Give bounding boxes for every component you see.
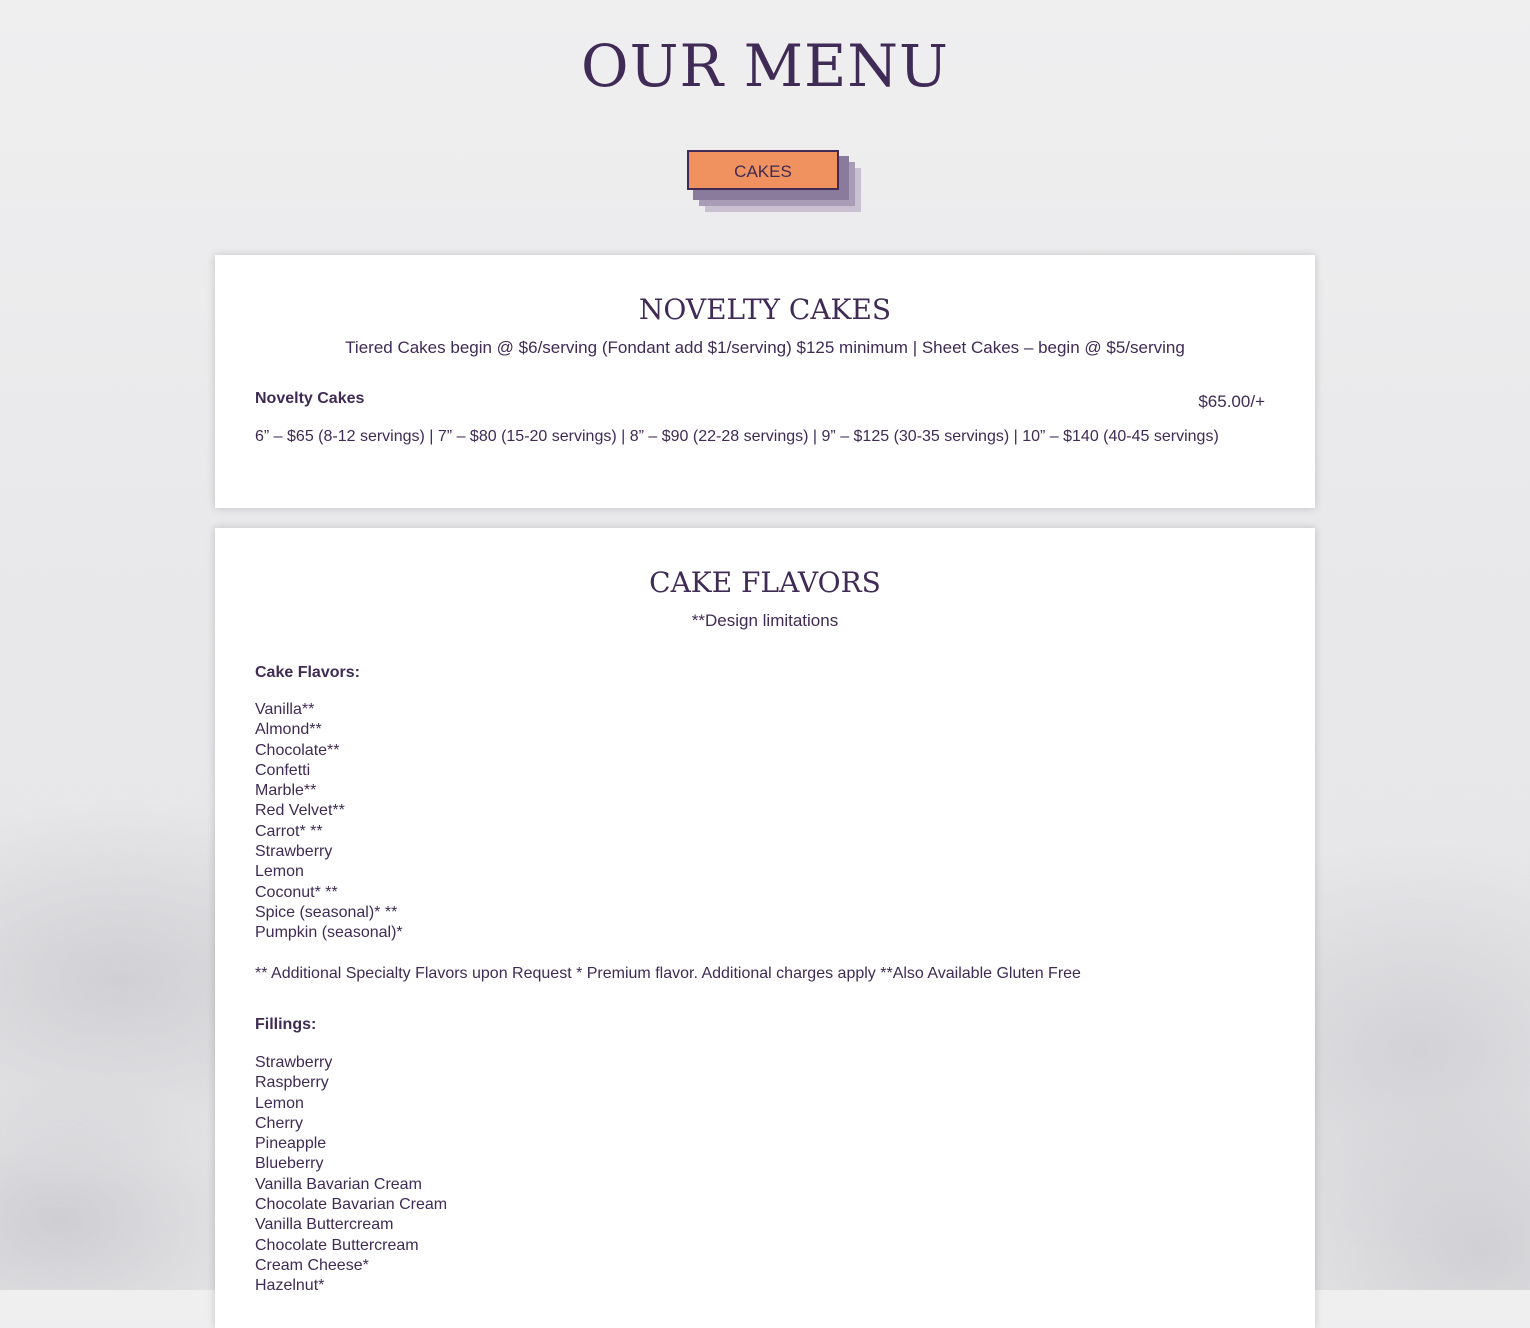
list-item: Red Velvet**: [255, 802, 345, 820]
list-item: Pumpkin (seasonal)*: [255, 924, 403, 942]
list-item: Vanilla**: [255, 701, 315, 718]
section-subtitle: **Design limitations: [691, 611, 839, 630]
list-item: Raspberry: [255, 1074, 329, 1092]
list-item: Cream Cheese*: [255, 1256, 369, 1274]
novelty-cakes-card: [215, 255, 1315, 508]
menu-tabs: [687, 150, 843, 194]
list-item: Hazelnut*: [255, 1277, 325, 1295]
list-item: Vanilla Bavarian Cream: [255, 1175, 422, 1193]
list-item: Chocolate**: [255, 741, 340, 759]
menu-item-description: 6” – $65 (8-12 servings) | 7” – $80 (15-20 servings) | 8” – $90 (22-28 servings) | 9” – $125 (30-35 servings) | 10” – $140 (40-45 servings): [255, 428, 1219, 445]
section-title: CAKE FLAVORS: [649, 566, 881, 599]
list-item: Chocolate Bavarian Cream: [255, 1196, 448, 1214]
cake-flavors-card: [215, 528, 1315, 1328]
list-item: Blueberry: [255, 1155, 324, 1173]
flavor-note: ** Additional Specialty Flavors upon Request * Premium flavor. Additional charges apply **Also Available Gluten Free: [255, 965, 1081, 982]
cake-flavors-list: [255, 700, 403, 944]
list-item: Coconut* **: [255, 883, 338, 901]
list-item: Lemon: [255, 863, 304, 881]
list-item: Spice (seasonal)* **: [255, 903, 398, 921]
list-item: Almond**: [255, 721, 322, 739]
list-item: Cherry: [255, 1114, 304, 1132]
cake-flavors-heading: Cake Flavors:: [255, 664, 360, 681]
list-item: Strawberry: [255, 1054, 333, 1071]
fillings-heading: Fillings:: [255, 1016, 317, 1033]
list-item: Carrot* **: [255, 822, 323, 840]
section-subtitle: Tiered Cakes begin @ $6/serving (Fondant add $1/serving) $125 minimum | Sheet Cakes – begin @ $5/serving: [345, 338, 1185, 357]
list-item: Confetti: [255, 761, 311, 779]
menu-item-name: Novelty Cakes: [255, 390, 365, 407]
fillings-list: [255, 1053, 447, 1297]
list-item: Vanilla Buttercream: [255, 1216, 394, 1234]
menu-item-price: $65.00/+: [1198, 392, 1265, 411]
list-item: Pineapple: [255, 1135, 327, 1153]
list-item: Marble**: [255, 782, 317, 800]
section-title: NOVELTY CAKES: [638, 293, 892, 326]
page-title: OUR MENU: [581, 32, 949, 100]
list-item: Strawberry: [255, 843, 333, 861]
tab-cakes[interactable]: CAKES: [687, 150, 839, 190]
list-item: Lemon: [255, 1094, 304, 1112]
list-item: Chocolate Buttercream: [255, 1236, 419, 1254]
